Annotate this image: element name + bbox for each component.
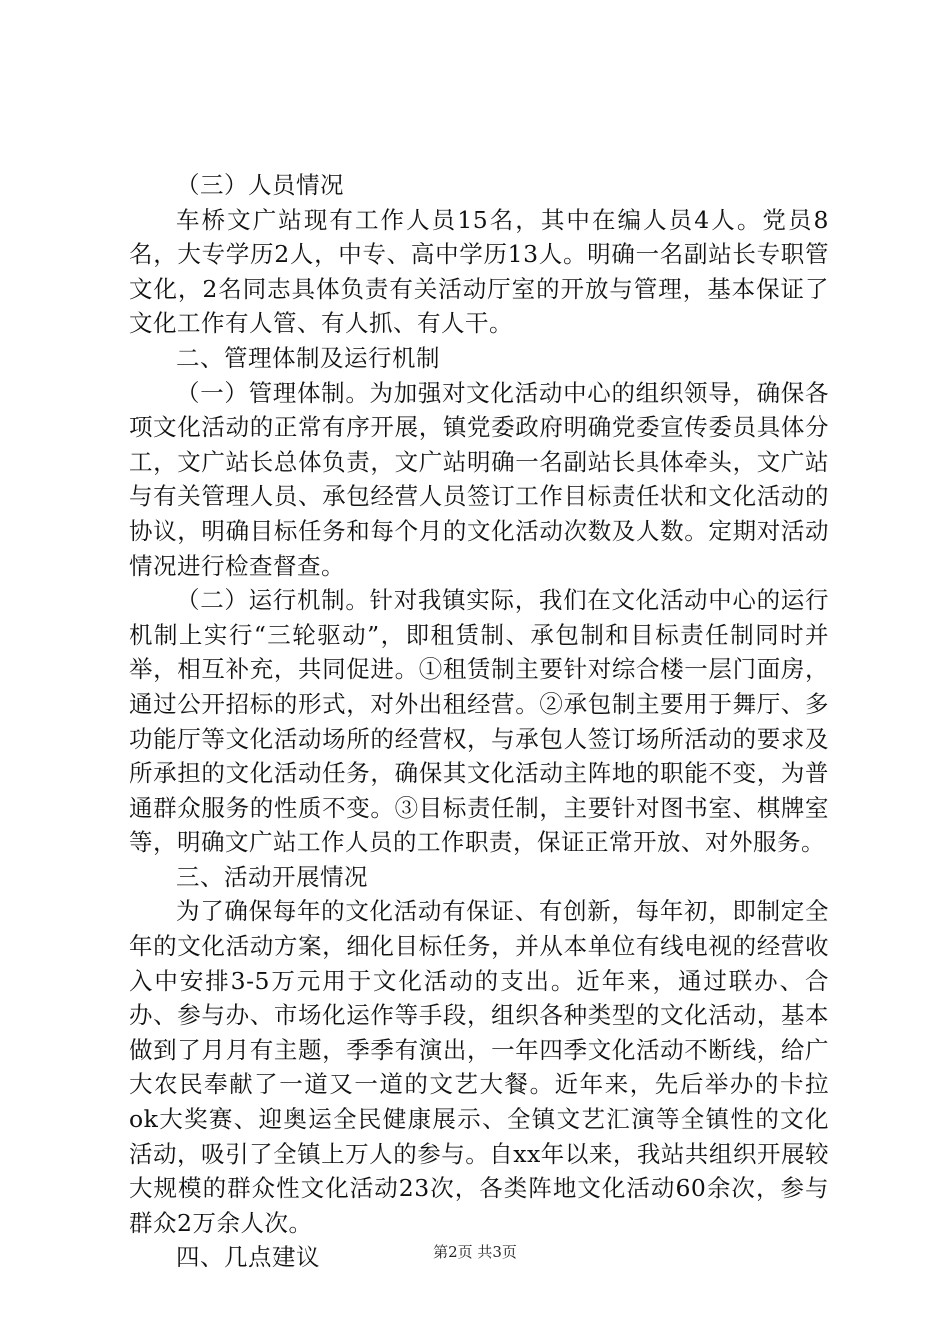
page-footer: 第2页 共3页 — [433, 1243, 517, 1261]
document-body — [129, 168, 829, 1275]
paragraph-activities: 为了确保每年的文化活动有保证、有创新，每年初，即制定全年的文化活动方案，细化目标任务，并从本单位有线电视的经营收入中安排3-5万元用于文化活动的支出。近年来，通过联办、合办、参与办、市场化运作等手段，组织各种类型的文化活动，基本做到了月月有主题，季季有演出，一年四季文化活动不断线，给广大农民奉献了一道又一道的文艺大餐。近年来，先后举办的卡拉ok大奖赛、迎奥运全民健康展示、全镇文艺汇演等全镇性的文化活动，吸引了全镇上万人的参与。自xx年以来，我站共组织开展较大规模的群众性文化活动23次，各类阵地文化活动60余次，参与群众2万余人次。 — [129, 897, 829, 1237]
heading-activities: 三、活动开展情况 — [176, 862, 368, 891]
heading-personnel: （三）人员情况 — [176, 171, 344, 199]
paragraph-management-system: （一）管理体制。为加强对文化活动中心的组织领导，确保各项文化活动的正常有序开展，镇党委政府明确党委宣传委员具体分工，文广站长总体负责，文广站明确一名副站长具体牵头，文广站与有关管理人员、承包经营人员签订工作目标责任状和文化活动的协议，明确目标任务和每个月的文化活动次数及人数。定期对活动情况进行检查督查。 — [129, 378, 829, 580]
heading-suggestions: 四、几点建议 — [176, 1243, 320, 1272]
paragraph-personnel: 车桥文广站现有工作人员15名，其中在编人员4人。党员8名，大专学历2人，中专、高中学历13人。明确一名副站长专职管文化，2名同志具体负责有关活动厅室的开放与管理，基本保证了文化工作有人管、有人抓、有人干。 — [129, 205, 829, 338]
paragraph-operation-mechanism: （二）运行机制。针对我镇实际，我们在文化活动中心的运行机制上实行“三轮驱动”，即租赁制、承包制和目标责任制同时并举，相互补充，共同促进。①租赁制主要针对综合楼一层门面房，通过公开招标的形式，对外出租经营。②承包制主要用于舞厅、多功能厅等文化活动场所的经营权，与承包人签订场所活动的要求及所承担的文化活动任务，确保其文化活动主阵地的职能不变，为普通群众服务的性质不变。③目标责任制，主要针对图书室、棋牌室等，明确文广站工作人员的工作职责，保证正常开放、对外服务。 — [129, 586, 829, 857]
heading-management-system: 二、管理体制及运行机制 — [176, 343, 440, 372]
